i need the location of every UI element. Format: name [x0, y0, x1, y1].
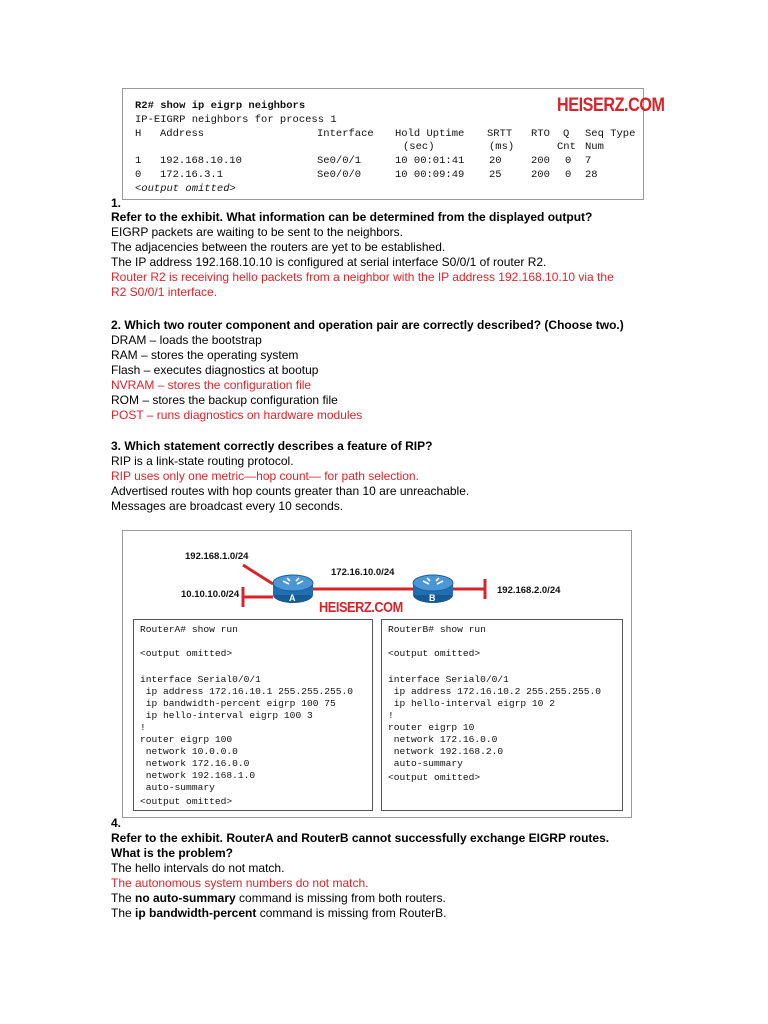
col-rto: RTO	[531, 128, 550, 140]
router-b-label: B	[429, 593, 436, 603]
q4-option-2-correct: The autonomous system numbers do not match.	[111, 876, 369, 890]
router-a-label: A	[289, 593, 296, 603]
config-line: <output omitted>	[388, 772, 481, 783]
config-line: RouterB# show run	[388, 624, 486, 635]
col-address: Address	[160, 128, 205, 140]
col-interface: Interface	[317, 128, 374, 140]
q4-question-line2: What is the problem?	[111, 846, 234, 860]
link-top-left	[243, 565, 273, 584]
table-row-srtt: 25	[489, 169, 502, 181]
q1-number: 1.	[111, 196, 122, 210]
config-line: ip address 172.16.10.2 255.255.255.0	[388, 686, 602, 697]
q4-option-1: The hello intervals do not match.	[111, 861, 285, 875]
q2-option-5: ROM – stores the backup configuration file	[111, 393, 338, 407]
q3-option-2-correct: RIP uses only one metric—hop count— for path selection.	[111, 469, 419, 483]
col-num: Num	[585, 141, 604, 153]
q4-option-4	[111, 906, 446, 921]
q4-option-4-pre: The	[111, 906, 136, 920]
q2-option-4-correct: NVRAM – stores the configuration file	[111, 378, 312, 392]
q4-option-4-post: command is missing from RouterB.	[256, 906, 447, 920]
q4-option-4-cmd: ip bandwidth-percent	[135, 906, 257, 920]
q1-option-4-correct: Router R2 is receiving hello packets from a neighbor with the IP address 192.168.10.10 via the	[111, 270, 614, 284]
heiserz-logo: HEISERZ.COM	[319, 599, 403, 616]
config-line: network 192.168.1.0	[140, 770, 256, 781]
table-row-address: 172.16.3.1	[160, 169, 224, 181]
config-line: <output omitted>	[140, 648, 233, 659]
q3-option-4: Messages are broadcast every 10 seconds.	[111, 499, 344, 513]
q1-option-1: EIGRP packets are waiting to be sent to the neighbors.	[111, 225, 403, 239]
config-line: network 192.168.2.0	[388, 746, 504, 757]
q1-option-4-cont: R2 S0/0/1 interface.	[111, 285, 218, 299]
q2-question: 2. Which two router component and operation pair are correctly described? (Choose two.)	[111, 318, 624, 332]
table-row-q: 0	[565, 169, 572, 181]
table-row-srtt: 20	[489, 155, 502, 167]
table-row-h: 0	[135, 169, 142, 181]
q2-option-2: RAM – stores the operating system	[111, 348, 299, 362]
heiserz-logo: HEISERZ.COM	[557, 95, 665, 116]
config-line: auto-summary	[140, 782, 215, 793]
table-row-interface: Se0/0/1	[317, 155, 362, 167]
q2-option-1: DRAM – loads the bootstrap	[111, 333, 262, 347]
config-line: network 10.0.0.0	[140, 746, 238, 757]
config-line: <output omitted>	[140, 796, 233, 807]
config-line: network 172.16.0.0	[140, 758, 250, 769]
config-line: RouterA# show run	[140, 624, 238, 635]
net-label-192-168-2: 192.168.2.0/24	[497, 585, 561, 596]
config-line: ip address 172.16.10.1 255.255.255.0	[140, 686, 354, 697]
table-row-seq: 28	[585, 169, 598, 181]
cli-subtitle: IP-EIGRP neighbors for process 1	[135, 114, 337, 126]
config-line: network 172.16.0.0	[388, 734, 498, 745]
q3-question: 3. Which statement correctly describes a feature of RIP?	[111, 439, 433, 453]
q4-number: 4.	[111, 816, 122, 830]
col-sec: (sec)	[403, 141, 435, 153]
q1-question: Refer to the exhibit. What information can be determined from the displayed output?	[111, 210, 593, 224]
table-row-uptime: 10 00:09:49	[395, 169, 465, 181]
config-line: interface Serial0/0/1	[388, 674, 509, 685]
q4-option-3-pre: The	[111, 891, 136, 905]
q4-question-line1: Refer to the exhibit. RouterA and RouterB cannot successfully exchange EIGRP routes.	[111, 831, 610, 845]
table-row-uptime: 10 00:01:41	[395, 155, 465, 167]
exhibit-eigrp-neighbors	[122, 88, 665, 200]
net-label-192-168-1: 192.168.1.0/24	[185, 551, 249, 562]
q4-option-3-post: command is missing from both routers.	[235, 891, 446, 905]
config-line: !	[388, 710, 394, 721]
col-hold-uptime: Hold Uptime	[395, 128, 465, 140]
col-srtt: SRTT	[487, 128, 513, 140]
cli-command: R2# show ip eigrp neighbors	[135, 100, 306, 112]
config-line: <output omitted>	[388, 648, 481, 659]
config-line: interface Serial0/0/1	[140, 674, 261, 685]
config-line: ip hello-interval eigrp 100 3	[140, 710, 313, 721]
table-row-h: 1	[135, 155, 142, 167]
net-label-10-10-10: 10.10.10.0/24	[181, 589, 240, 600]
q3-option-3: Advertised routes with hop counts greater than 10 are unreachable.	[111, 484, 470, 498]
col-ms: (ms)	[489, 141, 515, 153]
col-cnt: Cnt	[557, 141, 576, 153]
config-line: router eigrp 100	[140, 734, 233, 745]
config-line: !	[140, 722, 146, 733]
col-seq-type: Seq Type	[585, 128, 636, 140]
table-row-rto: 200	[531, 169, 550, 181]
q2-option-3: Flash – executes diagnostics at bootup	[111, 363, 319, 377]
col-q: Q	[563, 128, 570, 140]
q4-option-3-cmd: no auto-summary	[135, 891, 236, 905]
table-row-interface: Se0/0/0	[317, 169, 362, 181]
q1-option-3: The IP address 192.168.10.10 is configured at serial interface S0/0/1 of router R2.	[111, 255, 547, 269]
table-row-seq: 7	[585, 155, 592, 167]
config-line: auto-summary	[388, 758, 463, 769]
output-omitted: <output omitted>	[135, 183, 236, 195]
routera-config-box	[133, 619, 373, 811]
table-row-q: 0	[565, 155, 572, 167]
net-label-172-16-10: 172.16.10.0/24	[331, 567, 395, 578]
q1-option-2: The adjacencies between the routers are yet to be established.	[111, 240, 446, 254]
q4-option-3	[111, 891, 446, 906]
config-line: ip bandwidth-percent eigrp 100 75	[140, 698, 336, 709]
exhibit-network-topology	[122, 530, 632, 818]
q3-option-1: RIP is a link-state routing protocol.	[111, 454, 294, 468]
table-row-address: 192.168.10.10	[160, 155, 242, 167]
routerb-config-box	[381, 619, 623, 811]
table-row-rto: 200	[531, 155, 550, 167]
config-line: ip hello-interval eigrp 10 2	[388, 698, 555, 709]
q2-option-6-correct: POST – runs diagnostics on hardware modules	[111, 408, 363, 422]
col-h: H	[135, 128, 142, 140]
config-line: router eigrp 10	[388, 722, 475, 733]
